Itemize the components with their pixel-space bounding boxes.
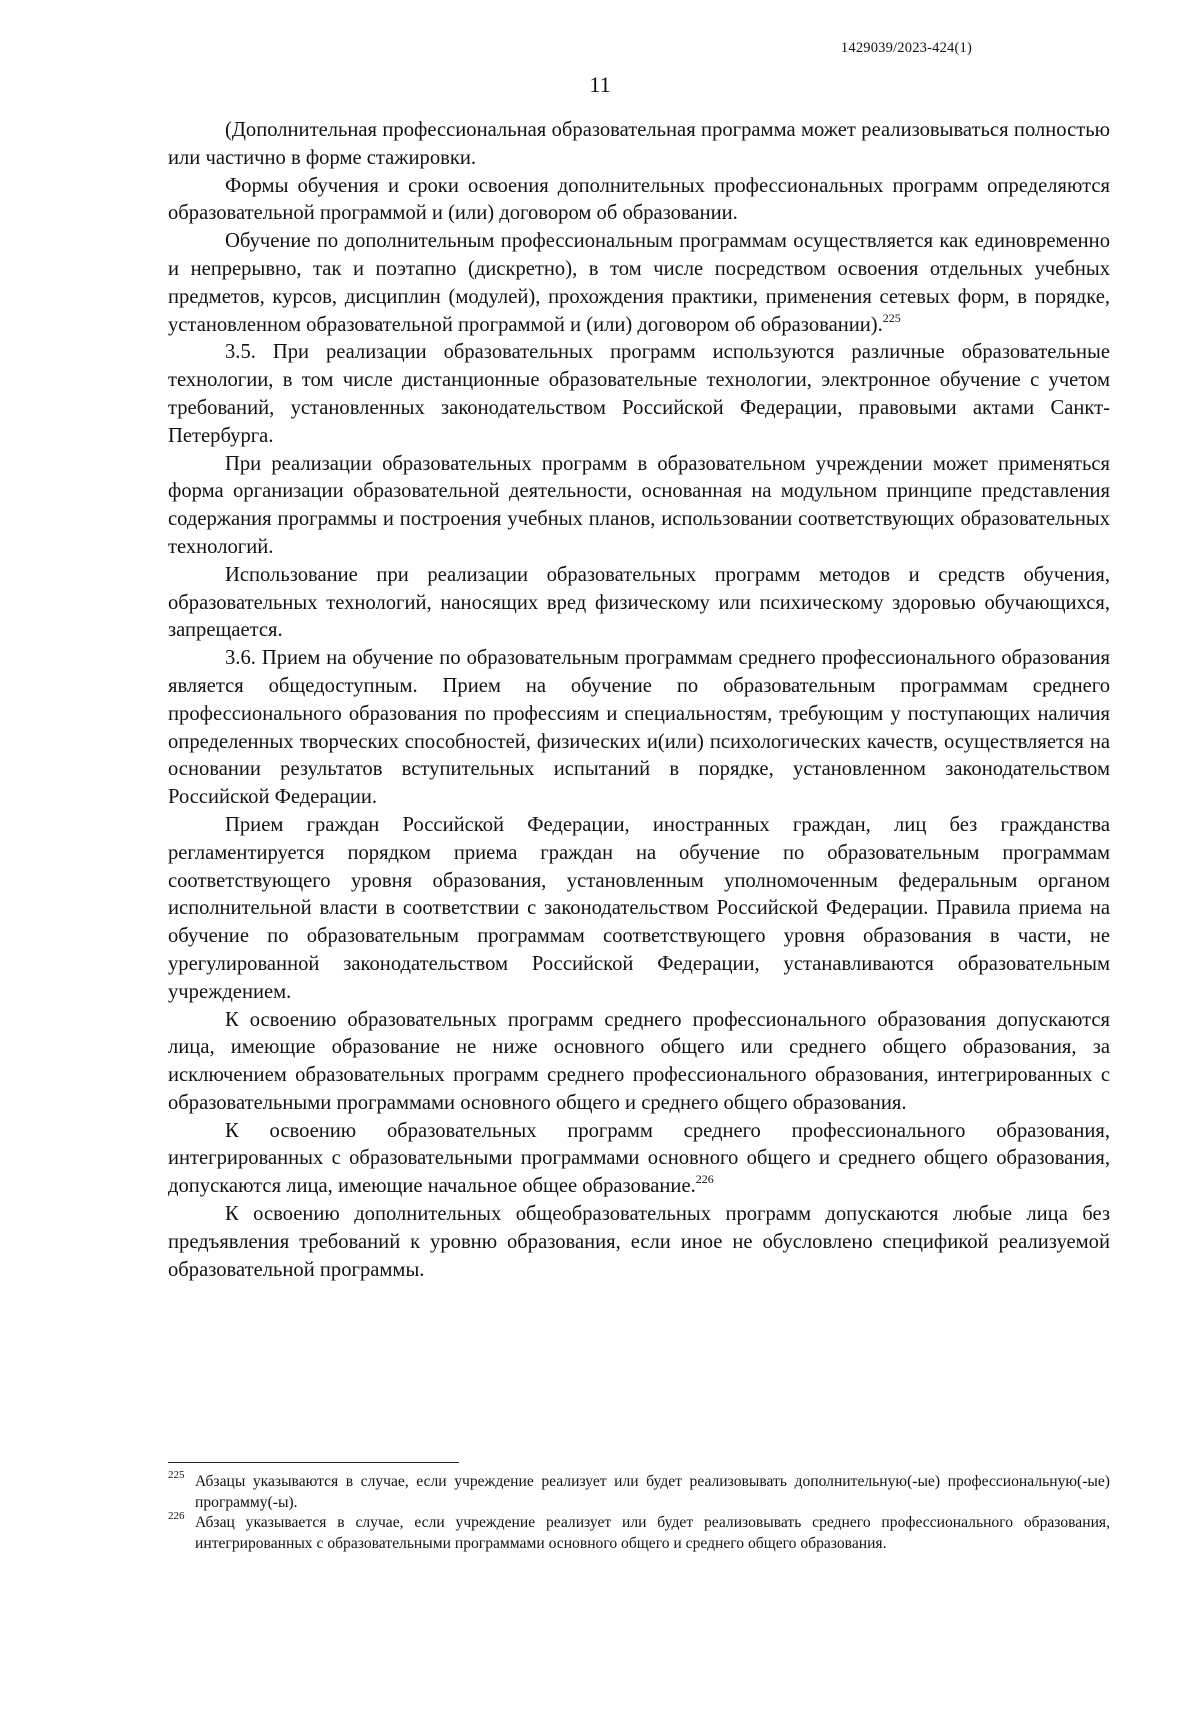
paragraph-additional-general-programs xyxy=(168,1201,1110,1284)
paragraph-section-3-5 xyxy=(168,339,1110,450)
paragraph-text: 3.6. Прием на обучение по образовательным программам среднего профессионального образования является общедоступным. Прием на обучение по образовательным программам среднего профессионального образования по профессиям и специальностям, требующим у поступающих наличия определенных творческих способностей, физических и(или) психологических качеств, осуществляется на основании результатов вступительных испытаний в порядке, установленном законодательством Российской Федерации. xyxy=(168,647,1110,809)
footnotes xyxy=(168,1469,1110,1554)
paragraph-text: Обучение по дополнительным профессиональным программам осуществляется как единовременно и непрерывно, так и поэтапно (дискретно), в том числе посредством освоения отдельных учебных предметов, курсов, дисциплин (модулей), прохождения практики, применения сетевых форм, в порядке, установленном образовательной программой и (или) договором об образовании). xyxy=(168,230,1110,336)
footnote-226 xyxy=(168,1510,1110,1554)
paragraph-modular-principle xyxy=(168,451,1110,562)
paragraph-admission-rules xyxy=(168,812,1110,1007)
paragraph-text: К освоению дополнительных общеобразовательных программ допускаются любые лица без предъявления требований к уровню образования, если иное не обусловлено спецификой реализуемой образовательной программы. xyxy=(168,1203,1110,1281)
footnote-225 xyxy=(168,1469,1110,1513)
footnote-text: Абзацы указываются в случае, если учреждение реализует или будет реализовывать дополнительную(-ые) профессиональную(-ые) программу(-ы). xyxy=(195,1473,1110,1511)
paragraph-text: Прием граждан Российской Федерации, иностранных граждан, лиц без гражданства регламентируется порядком приема граждан на обучение по образовательным программам соответствующего уровня образования, установленным уполномоченным федеральным органом исполнительной власти в соответствии с законодательством Российской Федерации. Правила приема на обучение по образовательным программам соответствующего уровня образования в части, не урегулированной законодательством Российской Федерации, устанавливаются образовательным учреждением. xyxy=(168,813,1110,1003)
footnote-separator xyxy=(168,1462,459,1463)
paragraph-section-3-6 xyxy=(168,645,1110,812)
paragraph-stazhirovka xyxy=(168,117,1110,173)
document-registration-number: 1429039/2023-424(1) xyxy=(840,40,972,56)
paragraph-text: К освоению образовательных программ среднего профессионального образования допускаются лица, имеющие образование не ниже основного общего или среднего общего образования, за исключением образовательных программ среднего профессионального образования, интегрированных с образовательными программами основного общего и среднего общего образования. xyxy=(168,1008,1110,1114)
footnote-reference-225: 225 xyxy=(882,310,901,325)
paragraph-integrated-programs xyxy=(168,1118,1110,1201)
paragraph-spo-admission xyxy=(168,1007,1110,1118)
page-number: 11 xyxy=(589,72,611,97)
paragraph-text: При реализации образовательных программ в образовательном учреждении может применяться форма организации образовательной деятельности, основанная на модульном принципе представления содержания программы и построения учебных планов, использовании соответствующих образовательных технологий. xyxy=(168,452,1110,558)
paragraph-text: 3.5. При реализации образовательных программ используются различные образовательные технологии, в том числе дистанционные образовательные технологии, электронное обучение с учетом требований, установленных законодательством Российской Федерации, правовыми актами Санкт-Петербурга. xyxy=(168,341,1110,447)
footnote-mark: 225 xyxy=(168,1469,185,1481)
footnote-mark: 226 xyxy=(168,1510,185,1522)
paragraph-text: Формы обучения и сроки освоения дополнительных профессиональных программ определяются образовательной программой и (или) договором об образовании. xyxy=(168,174,1110,225)
paragraph-text: К освоению образовательных программ среднего профессионального образования, интегрированных с образовательными программами основного общего и среднего общего образования, допускаются лица, имеющие начальное общее образование. xyxy=(168,1119,1110,1198)
paragraph-text: Использование при реализации образовательных программ методов и средств обучения, образовательных технологий, наносящих вред физическому или психическому здоровью обучающихся, запрещается. xyxy=(168,563,1110,642)
paragraph-text: (Дополнительная профессиональная образовательная программа может реализовываться полностью или частично в форме стажировки. xyxy=(168,119,1110,169)
footnote-reference-226: 226 xyxy=(695,1172,714,1187)
paragraph-training-modes xyxy=(168,228,1110,339)
document-body xyxy=(168,117,1110,1284)
paragraph-prohibited-methods xyxy=(168,562,1110,645)
footnote-text: Абзац указывается в случае, если учреждение реализует или будет реализовывать среднего профессионального образования, интегрированных с образовательными программами основного общего и среднего общего образования. xyxy=(195,1514,1110,1552)
paragraph-forms-and-terms xyxy=(168,173,1110,229)
